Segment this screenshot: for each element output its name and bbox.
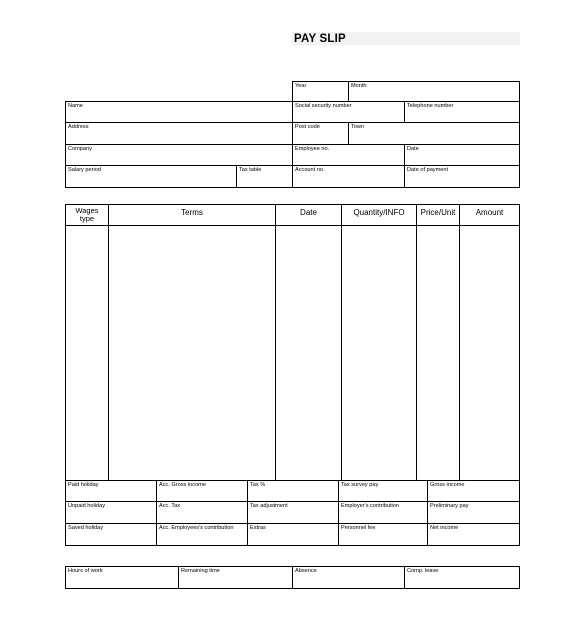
header-amount [459, 204, 520, 226]
comp-leave-label: Comp. leave [407, 568, 439, 574]
name-field [65, 101, 293, 123]
account-no-label: Account no. [295, 167, 325, 173]
header-price-unit [416, 204, 460, 226]
header-quantity-info [341, 204, 417, 226]
gross-income-label: Gross income [430, 482, 465, 488]
terms-column [108, 225, 276, 481]
absence-field [292, 566, 405, 589]
tax-survey-pay-field [338, 480, 428, 502]
header-price-unit-label: Price/Unit [420, 208, 456, 217]
month-label: Month [351, 83, 367, 89]
company-label: Company [68, 146, 92, 152]
acc-employees-contribution-label: Acc. Employees's contribution [159, 525, 234, 531]
header-wages-type-label: Wages type [75, 206, 99, 223]
tax-table-label: Tax table [239, 167, 262, 173]
date-field [404, 144, 520, 166]
hours-of-work-field [65, 566, 179, 589]
wages-type-column [65, 225, 109, 481]
employer-contribution-field [338, 501, 428, 524]
telephone-field [404, 101, 520, 123]
gross-income-field [427, 480, 520, 502]
post-code-field [292, 122, 349, 145]
personnel-fee-field [338, 523, 428, 546]
date-label: Date [407, 146, 419, 152]
header-terms [108, 204, 276, 226]
tax-percent-field [247, 480, 339, 502]
salary-period-field [65, 165, 237, 188]
employee-no-label: Employee no. [295, 146, 330, 152]
year-label: Year [295, 83, 307, 89]
net-income-field [427, 523, 520, 546]
price-unit-column [416, 225, 460, 481]
paid-holiday-field [65, 480, 157, 502]
employee-no-field [292, 144, 405, 166]
tax-adjustment-label: Tax adjustment [250, 503, 288, 509]
comp-leave-field [404, 566, 520, 589]
year-field [292, 81, 349, 102]
acc-gross-income-field [156, 480, 248, 502]
tax-percent-label: Tax % [250, 482, 266, 488]
date-of-payment-field [404, 165, 520, 188]
header-date-label: Date [300, 208, 317, 217]
remaining-time-field [178, 566, 293, 589]
personnel-fee-label: Personnel fee [341, 525, 376, 531]
salary-period-label: Salary period [68, 167, 101, 173]
hours-of-work-label: Hours of work [68, 568, 103, 574]
extras-label: Extras [250, 525, 266, 531]
amount-column [459, 225, 520, 481]
telephone-label: Telephone number [407, 103, 454, 109]
town-label: Town [351, 124, 365, 130]
account-no-field [292, 165, 405, 188]
header-terms-label: Terms [181, 208, 203, 217]
acc-tax-field [156, 501, 248, 524]
unpaid-holiday-field [65, 501, 157, 524]
name-label: Name [68, 103, 83, 109]
post-code-label: Post code [295, 124, 320, 130]
absence-label: Absence [295, 568, 317, 574]
acc-tax-label: Acc. Tax [159, 503, 181, 509]
acc-gross-income-label: Acc. Gross income [159, 482, 206, 488]
social-security-field [292, 101, 405, 123]
remaining-time-label: Remaining time [181, 568, 220, 574]
employer-contribution-label: Employer's contribution [341, 503, 399, 509]
saved-holiday-label: Saved holiday [68, 525, 104, 531]
address-label: Address [68, 124, 89, 130]
preliminary-pay-label: Preliminary pay [430, 503, 469, 509]
preliminary-pay-field [427, 501, 520, 524]
header-amount-label: Amount [475, 208, 504, 217]
tax-survey-pay-label: Tax survey pay [341, 482, 379, 488]
tax-adjustment-field [247, 501, 339, 524]
header-quantity-info-label: Quantity/INFO [353, 208, 405, 217]
net-income-label: Net income [430, 525, 459, 531]
header-wages-type [65, 204, 109, 226]
quantity-info-column [341, 225, 417, 481]
header-date [275, 204, 342, 226]
unpaid-holiday-label: Unpaid holiday [68, 503, 106, 509]
paid-holiday-label: Paid holiday [68, 482, 99, 488]
extras-field [247, 523, 339, 546]
address-field [65, 122, 293, 145]
date-column [275, 225, 342, 481]
social-security-label: Social security number [295, 103, 352, 109]
date-of-payment-label: Date of payment [407, 167, 449, 173]
town-field [348, 122, 520, 145]
page-title: PAY SLIP [294, 33, 346, 45]
company-field [65, 144, 293, 166]
tax-table-field [236, 165, 293, 188]
month-field [348, 81, 520, 102]
saved-holiday-field [65, 523, 157, 546]
acc-employees-contribution-field [156, 523, 248, 546]
